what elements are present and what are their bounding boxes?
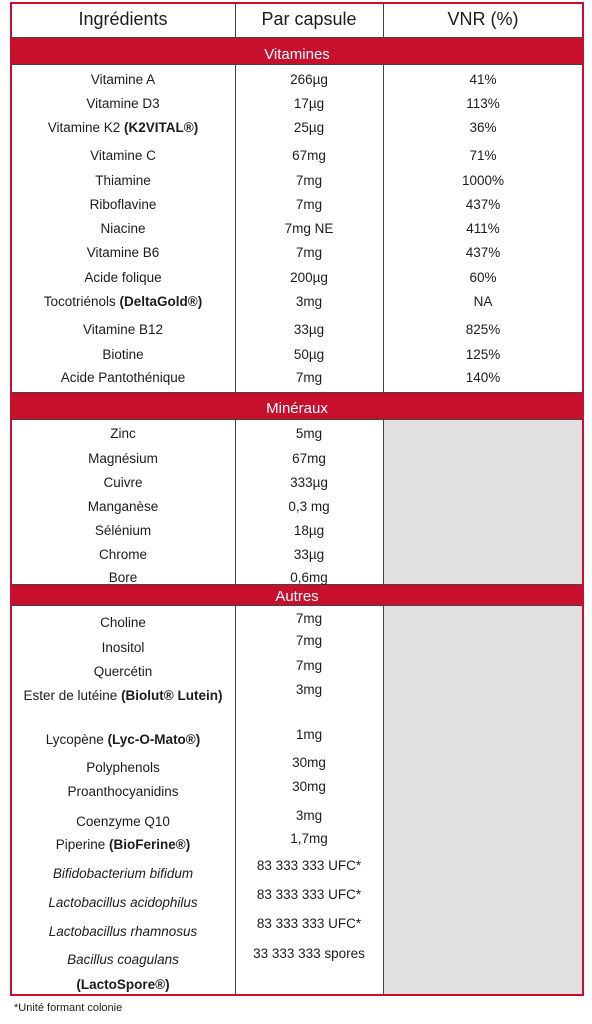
- amount: 7mg: [295, 245, 323, 260]
- brand-name: (DeltaGold®): [119, 294, 203, 309]
- section-autres: Autres: [12, 585, 582, 605]
- ingredient-name: Bore: [108, 570, 138, 585]
- brand-name: (K2VITAL®): [124, 120, 199, 135]
- amount: 7mg: [295, 611, 323, 626]
- amount: 333µg: [290, 475, 328, 490]
- ingredient-name: Ester de lutéine (Biolut® Lutein): [23, 688, 223, 703]
- brand-name: (Biolut® Lutein): [121, 688, 223, 703]
- ingredient-name: Quercétin: [93, 664, 153, 679]
- ingredient-name: Riboflavine: [89, 197, 157, 212]
- ingredient-name: Manganèse: [87, 499, 159, 514]
- amount: 18µg: [293, 523, 325, 538]
- amount: 83 333 333 UFC*: [256, 887, 362, 902]
- vnr: 411%: [466, 221, 500, 236]
- section-mineraux: Minéraux: [12, 393, 582, 419]
- ingredient-name: Vitamine A: [90, 72, 156, 87]
- vnr: 41%: [469, 72, 497, 87]
- amount: 30mg: [292, 755, 326, 770]
- amount: 50µg: [293, 347, 325, 362]
- amount: 3mg: [295, 294, 323, 309]
- amount: 67mg: [292, 148, 326, 163]
- ingredient-name: Vitamine D3: [86, 96, 160, 111]
- amount: 266µg: [290, 72, 328, 87]
- ingredient-name: Piperine (BioFerine®): [55, 837, 191, 852]
- amount: 3mg: [295, 682, 323, 697]
- ingredient-name: Thiamine: [95, 173, 151, 188]
- vnr-empty-mineraux: [384, 419, 582, 584]
- amount: 200µg: [290, 270, 328, 285]
- header-ingredients: Ingrédients: [78, 9, 168, 29]
- header-vnr: VNR (%): [447, 9, 519, 29]
- vnr: NA: [473, 294, 493, 309]
- ingredient-name: Lactobacillus acidophilus: [48, 895, 198, 910]
- amount: 7mg: [295, 633, 323, 648]
- vnr: 1000%: [461, 173, 505, 188]
- header-par-capsule: Par capsule: [261, 9, 357, 29]
- rule-autres: [12, 605, 582, 606]
- ingredient-name: Tocotriénols (DeltaGold®): [43, 294, 203, 309]
- ingredient-name: Lactobacillus rhamnosus: [48, 924, 198, 939]
- vnr: 113%: [466, 96, 500, 111]
- amount: 7mg: [295, 370, 323, 385]
- ingredient-name: Acide folique: [84, 270, 162, 285]
- amount: 3mg: [295, 808, 323, 823]
- amount: 33µg: [293, 547, 325, 562]
- amount: 83 333 333 UFC*: [256, 858, 362, 873]
- vnr: 437%: [465, 245, 501, 260]
- amount: 0,6mg: [290, 570, 328, 585]
- section-vitamines: Vitamines: [12, 38, 582, 64]
- amount: 25µg: [293, 120, 325, 135]
- amount: 1,7mg: [290, 831, 328, 846]
- vnr: 825%: [465, 322, 501, 337]
- ingredient-name: Polyphenols: [86, 760, 160, 775]
- ingredient-name: Bacillus coagulans: [67, 952, 179, 967]
- brand-name: (Lyc-O-Mato®): [107, 732, 201, 747]
- ingredient-name: Vitamine B6: [86, 245, 160, 260]
- ingredient-name: Magnésium: [88, 451, 158, 466]
- amount: 7mg: [295, 173, 323, 188]
- rule-mineraux-top: [12, 392, 582, 393]
- rule-header: [12, 37, 582, 38]
- amount: 7mg NE: [284, 221, 334, 236]
- vnr: 71%: [469, 148, 497, 163]
- amount: 7mg: [295, 658, 323, 673]
- ingredient-name: Inositol: [101, 640, 145, 655]
- amount: 30mg: [292, 779, 326, 794]
- amount: 0,3 mg: [288, 499, 330, 514]
- ingredient-name: Biotine: [102, 347, 144, 362]
- ingredient-name: Proanthocyanidins: [67, 784, 179, 799]
- amount: 5mg: [295, 426, 323, 441]
- footnote: *Unité formant colonie: [14, 1002, 123, 1014]
- ingredient-name: Acide Pantothénique: [60, 370, 186, 385]
- amount: 17µg: [293, 96, 325, 111]
- ingredient-name: Bifidobacterium bifidum: [52, 866, 194, 881]
- ingredient-name: Choline: [100, 615, 146, 630]
- vnr: 125%: [465, 347, 501, 362]
- vnr: 140%: [465, 370, 501, 385]
- ingredient-name: Lycopène (Lyc-O-Mato®): [45, 732, 201, 747]
- ingredient-name: Sélénium: [94, 523, 152, 538]
- amount: 7mg: [295, 197, 323, 212]
- ingredient-name: Coenzyme Q10: [76, 814, 170, 829]
- ingredient-name: Vitamine K2 (K2VITAL®): [47, 120, 199, 135]
- ingredient-name: Vitamine C: [90, 148, 156, 163]
- amount: 33 333 333 spores: [253, 946, 365, 961]
- ingredient-name: Chrome: [98, 547, 147, 562]
- amount: 33µg: [293, 322, 325, 337]
- amount: 83 333 333 UFC*: [256, 916, 362, 931]
- ingredient-name: Cuivre: [103, 475, 143, 490]
- vnr: 60%: [469, 270, 497, 285]
- ingredient-name: Niacine: [100, 221, 146, 236]
- amount: 67mg: [292, 451, 326, 466]
- rule-vitamines: [12, 64, 582, 65]
- brand-name: (BioFerine®): [109, 837, 191, 852]
- amount: 1mg: [295, 727, 323, 742]
- ingredient-name: Zinc: [110, 426, 136, 441]
- brand-name: (LactoSpore®): [76, 977, 170, 992]
- vnr-empty-autres: [384, 605, 582, 994]
- vnr: 437%: [465, 197, 501, 212]
- rule-mineraux: [12, 419, 582, 420]
- vnr: 36%: [469, 120, 497, 135]
- ingredient-name: Vitamine B12: [82, 322, 164, 337]
